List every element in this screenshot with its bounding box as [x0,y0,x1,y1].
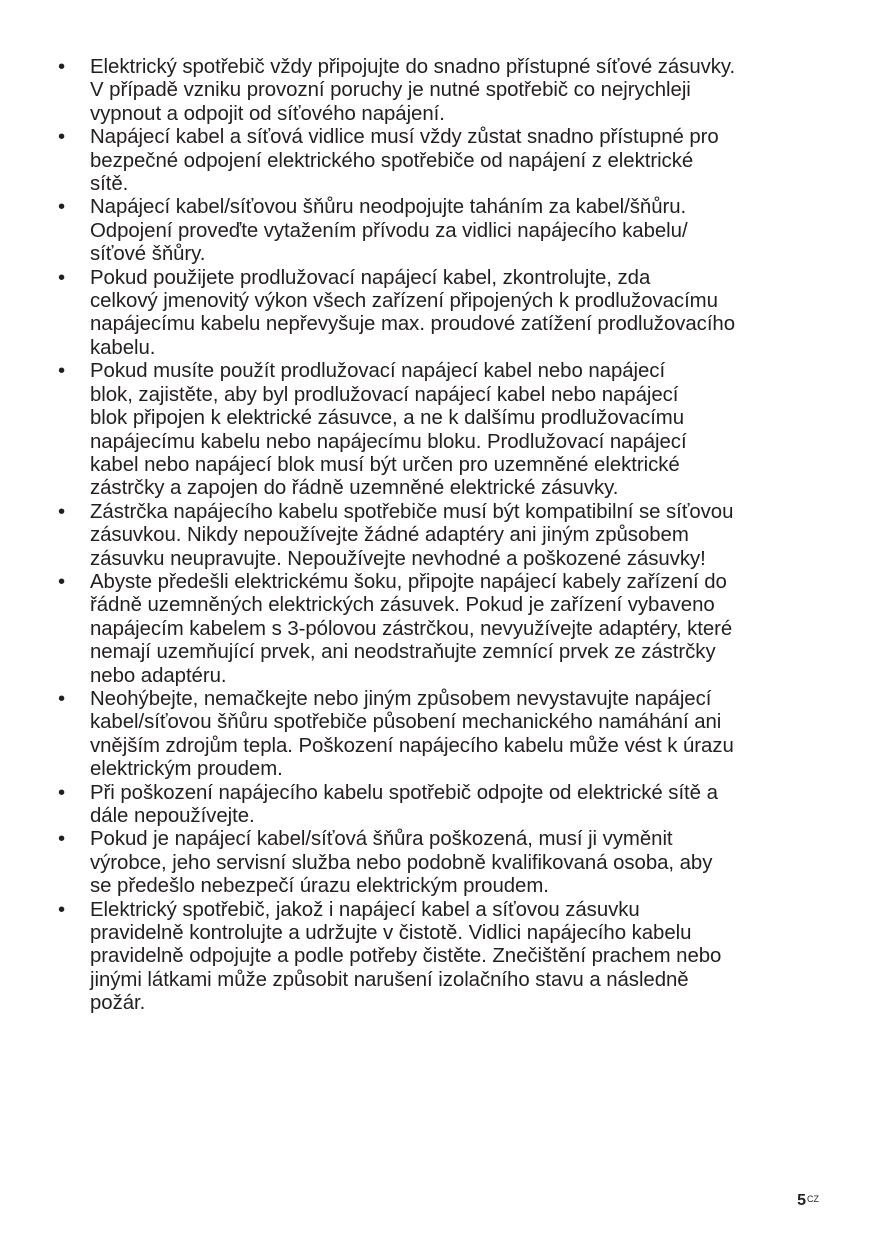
list-item-text-line: nebo adaptéru. [90,664,227,687]
list-item [58,899,828,1016]
bullet-icon: • [58,898,66,921]
list-item-text-line: pravidelně odpojujte a podle potřeby čistěte. Znečištění prachem nebo [90,945,722,968]
list-item [58,196,828,266]
list-item-text-line: nemají uzemňující prvek, ani neodstraňujte zemnící prvek ze zástrčky [90,641,716,664]
list-item-text-line: Napájecí kabel/síťovou šňůru neodpojujte taháním za kabel/šňůru. [90,196,687,219]
bullet-icon: • [58,266,66,289]
list-item-text-line: blok, zajistěte, aby byl prodlužovací napájecí kabel nebo napájecí [90,383,679,406]
list-item-text-line: výrobce, jeho servisní služba nebo podobně kvalifikovaná osoba, aby [90,851,713,874]
bullet-icon: • [58,196,66,219]
list-item-text-line: sítě. [90,173,129,196]
list-item-text-line: celkový jmenovitý výkon všech zařízení připojených k prodlužovacímu [90,290,718,313]
list-item-text-line: vypnout a odpojit od síťového napájení. [90,102,445,125]
list-item-text-line: Elektrický spotřebič vždy připojujte do snadno přístupné síťové zásuvky. [90,56,736,78]
list-item-text-line: vnějším zdrojům tepla. Poškození napájecího kabelu může vést k úrazu [90,734,734,757]
bullet-icon: • [58,126,66,149]
bullet-icon: • [58,500,66,523]
language-code: CZ [807,1194,819,1204]
list-item [58,267,828,361]
list-item-text-line: zásuvku neupravujte. Nepoužívejte nevhodné a poškozené zásuvky! [90,547,706,570]
list-item-text-line: požár. [90,992,146,1015]
list-item [58,126,828,196]
list-item-text-line: kabel/síťovou šňůru spotřebiče působení mechanického namáhání ani [90,711,722,734]
list-item-text-line: napájecímu kabelu nepřevyšuje max. proudové zatížení prodlužovacího [90,313,736,336]
list-item-text-line: Pokud musíte použít prodlužovací napájecí kabel nebo napájecí [90,360,666,383]
bullet-icon: • [58,570,66,593]
page-number [797,1192,819,1210]
list-item [58,501,828,571]
list-item-text-line: Zástrčka napájecího kabelu spotřebiče musí být kompatibilní se síťovou [90,500,734,523]
list-item-text-line: Pokud je napájecí kabel/síťová šňůra poškozená, musí ji vyměnit [90,828,673,851]
list-item-text-line: bezpečné odpojení elektrického spotřebiče od napájení z elektrické [90,149,694,172]
safety-instructions-list [58,56,828,1016]
list-item-text-line: síťové šňůry. [90,243,206,266]
list-item-text-line: napájecím kabelem s 3-pólovou zástrčkou, nevyužívejte adaptéry, které [90,617,733,640]
list-item-text-line: Při poškození napájecího kabelu spotřebič odpojte od elektrické sítě a [90,781,718,804]
list-item-text-line: se předešlo nebezpečí úrazu elektrickým proudem. [90,875,549,898]
list-item-text-line: zástrčky a zapojen do řádně uzemněné elektrické zásuvky. [90,477,619,500]
list-item-text-line: zásuvkou. Nikdy nepoužívejte žádné adaptéry ani jiným způsobem [90,524,689,547]
list-item-text-line: napájecímu kabelu nebo napájecímu bloku. Prodlužovací napájecí [90,430,687,453]
list-item-text-line: řádně uzemněných elektrických zásuvek. Pokud je zařízení vybaveno [90,594,715,617]
list-item-text-line: kabelu. [90,336,156,359]
bullet-icon: • [58,828,66,851]
list-item-text-line: Elektrický spotřebič, jakož i napájecí kabel a síťovou zásuvku [90,898,640,921]
page-number-value: 5 [797,1192,806,1209]
list-item [58,688,828,782]
list-item [58,828,828,898]
bullet-icon: • [58,781,66,804]
list-item-text-line: elektrickým proudem. [90,758,283,781]
list-item-text-line: V případě vzniku provozní poruchy je nutné spotřebič co nejrychleji [90,79,691,102]
list-item-text-line: Neohýbejte, nemačkejte nebo jiným způsobem nevystavujte napájecí [90,687,712,710]
list-item-text-line: jinými látkami může způsobit narušení izolačního stavu a následně [90,968,689,991]
list-item-text-line: dále nepoužívejte. [90,805,255,827]
list-item-text-line: Abyste předešli elektrickému šoku, připojte napájecí kabely zařízení do [90,570,727,593]
list-item-text-line: Napájecí kabel a síťová vidlice musí vždy zůstat snadno přístupné pro [90,126,719,149]
bullet-icon: • [58,56,66,78]
list-item-text-line: blok připojen k elektrické zásuvce, a ne k dalšímu prodlužovacímu [90,407,685,430]
bullet-icon: • [58,360,66,383]
list-item [58,56,828,126]
list-item-text-line: pravidelně kontrolujte a udržujte v čistotě. Vidlici napájecího kabelu [90,922,692,945]
list-item [58,571,828,688]
bullet-icon: • [58,687,66,710]
list-item-text-line: kabel nebo napájecí blok musí být určen pro uzemněné elektrické [90,453,680,476]
list-item [58,782,828,829]
list-item-text-line: Pokud použijete prodlužovací napájecí kabel, zkontrolujte, zda [90,266,651,289]
list-item [58,360,828,500]
list-item-text-line: Odpojení proveďte vytažením přívodu za vidlici napájecího kabelu/ [90,219,688,242]
